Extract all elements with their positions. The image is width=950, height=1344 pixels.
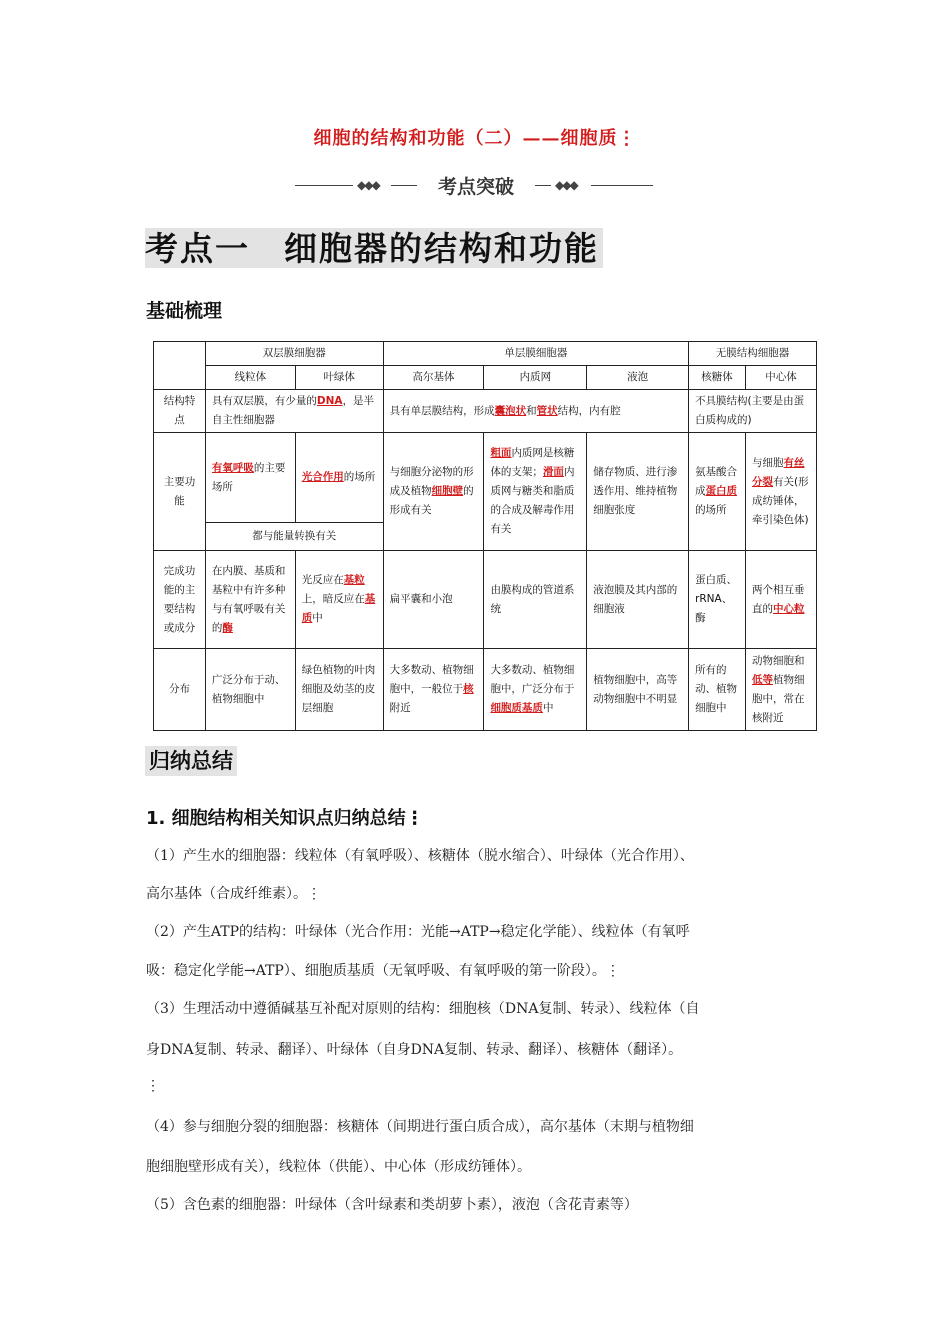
section-banner: [295, 170, 655, 200]
summary-line-8: （4）参与细胞分裂的细胞器：核糖体（间期进行蛋白质合成），高尔基体（末期与植物细: [146, 1119, 694, 1135]
table-row-structure: [154, 390, 817, 433]
summary-line-10: （5）含色素的细胞器：叶绿体（含叶绿素和类胡萝卜素），液泡（含花青素等）: [146, 1197, 638, 1213]
row-label-structure: 结构特点: [154, 390, 206, 433]
table-header-row: [154, 342, 817, 366]
banner-title: 考点突破: [437, 176, 514, 198]
subheading-summary: 1. 细胞结构相关知识点归纳总结⋮: [146, 808, 424, 829]
cell-distribution-golgi: 大多数动、植物细胞中，一般位于核附近: [383, 649, 484, 731]
cell-distribution-mito: 广泛分布于动、植物细胞中: [205, 649, 295, 731]
table-row-components: [154, 551, 817, 649]
summary-line-2: 高尔基体（合成纤维素）。⋮: [146, 886, 321, 902]
heading-topic-number: 考点一: [145, 229, 250, 268]
banner-line-right-inner: [535, 185, 551, 186]
cell-function-er: 粗面内质网是核糖体的支架；滑面内质网与糖类和脂质的合成及解毒作用有关: [484, 433, 587, 551]
cell-function-ribosome: 氨基酸合成蛋白质的场所: [689, 433, 746, 551]
summary-line-9: 胞细胞壁形成有关），线粒体（供能）、中心体（形成纺锤体）。: [146, 1159, 531, 1175]
summary-line-6: 身DNA复制、转录、翻译）、叶绿体（自身DNA复制、转录、翻译）、核糖体（翻译）。: [146, 1042, 683, 1058]
cell-components-golgi: 扁平囊和小泡: [383, 551, 484, 649]
table-row-distribution: [154, 649, 817, 731]
organelle-centrosome: 中心体: [746, 366, 817, 390]
cell-function-mito: 有氧呼吸的主要场所: [205, 433, 295, 523]
table-corner-cell: [154, 342, 206, 390]
cell-distribution-er: 大多数动、植物细胞中，广泛分布于细胞质基质中: [484, 649, 587, 731]
summary-line-5: （3）生理活动中遵循碱基互补配对原则的结构：细胞核（DNA复制、转录）、线粒体（自: [146, 1001, 700, 1017]
table-organelle-row: [154, 366, 817, 390]
row-label-distribution: 分布: [154, 649, 206, 731]
cell-function-vacuole: 储存物质、进行渗透作用、维持植物细胞张度: [587, 433, 689, 551]
organelle-golgi: 高尔基体: [383, 366, 484, 390]
banner-ornament-right: ◆◆◆: [555, 178, 577, 192]
cell-components-centrosome: 两个相互垂直的中心粒: [746, 551, 817, 649]
group-no-membrane: 无膜结构细胞器: [689, 342, 817, 366]
cell-structure-none: 不具膜结构(主要是由蛋白质构成的): [689, 390, 817, 433]
organelle-vacuole: 液泡: [587, 366, 689, 390]
cell-components-mito: 在内膜、基质和基粒中有许多种与有氧呼吸有关的酶: [205, 551, 295, 649]
summary-line-1: （1）产生水的细胞器：线粒体（有氧呼吸）、核糖体（脱水缩合）、叶绿体（光合作用）、: [146, 848, 694, 864]
cell-distribution-vacuole: 植物细胞中，高等动物细胞中不明显: [587, 649, 689, 731]
heading-topic-title: 细胞器的结构和功能: [284, 229, 599, 268]
group-double-membrane: 双层膜细胞器: [205, 342, 383, 366]
section-summary: 归纳总结: [145, 746, 237, 776]
group-single-membrane: 单层膜细胞器: [383, 342, 688, 366]
organelle-er: 内质网: [484, 366, 587, 390]
summary-line-3: （2）产生ATP的结构：叶绿体（光合作用：光能→ATP→稳定化学能）、线粒体（有氧呼: [146, 924, 690, 940]
cell-distribution-ribosome: 所有的动、植物细胞中: [689, 649, 746, 731]
banner-ornament-left: ◆◆◆: [357, 178, 379, 192]
cell-components-chlo: 光反应在基粒上，暗反应在基质中: [295, 551, 383, 649]
cell-function-golgi: 与细胞分泌物的形成及植物细胞壁的形成有关: [383, 433, 484, 551]
cell-distribution-centrosome: 动物细胞和低等植物细胞中，常在核附近: [746, 649, 817, 731]
banner-line-right: [591, 185, 653, 186]
cell-distribution-chlo: 绿色植物的叶肉细胞及幼茎的皮层细胞: [295, 649, 383, 731]
heading-basics: 基础梳理: [146, 300, 223, 322]
banner-line-left-inner: [391, 185, 417, 186]
document-title: 细胞的结构和功能（二）——细胞质⋮: [313, 128, 637, 149]
summary-line-7: ⋮: [146, 1078, 160, 1094]
cell-function-chlo: 光合作用的场所: [295, 433, 383, 523]
organelle-table: [153, 341, 817, 731]
cell-structure-single: 具有单层膜结构，形成囊泡状和管状结构，内有腔: [383, 390, 688, 433]
organelle-ribosome: 核糖体: [689, 366, 746, 390]
heading-topic-one: [145, 228, 603, 268]
cell-function-centrosome: 与细胞有丝分裂有关(形成纺锤体，牵引染色体): [746, 433, 817, 551]
cell-components-ribosome: 蛋白质、rRNA、酶: [689, 551, 746, 649]
table-row-function: [154, 433, 817, 523]
summary-line-4: 吸：稳定化学能→ATP）、细胞质基质（无氧呼吸、有氧呼吸的第一阶段）。⋮: [146, 963, 620, 979]
row-label-function: 主要功能: [154, 433, 206, 551]
organelle-mitochondrion: 线粒体: [205, 366, 295, 390]
cell-structure-double: 具有双层膜，有少量的DNA，是半自主性细胞器: [205, 390, 383, 433]
banner-line-left: [295, 185, 353, 186]
cell-components-er: 由膜构成的管道系统: [484, 551, 587, 649]
organelle-chloroplast: 叶绿体: [295, 366, 383, 390]
cell-function-shared: 都与能量转换有关: [205, 523, 383, 551]
row-label-components: 完成功能的主要结构或成分: [154, 551, 206, 649]
cell-components-vacuole: 液泡膜及其内部的细胞液: [587, 551, 689, 649]
